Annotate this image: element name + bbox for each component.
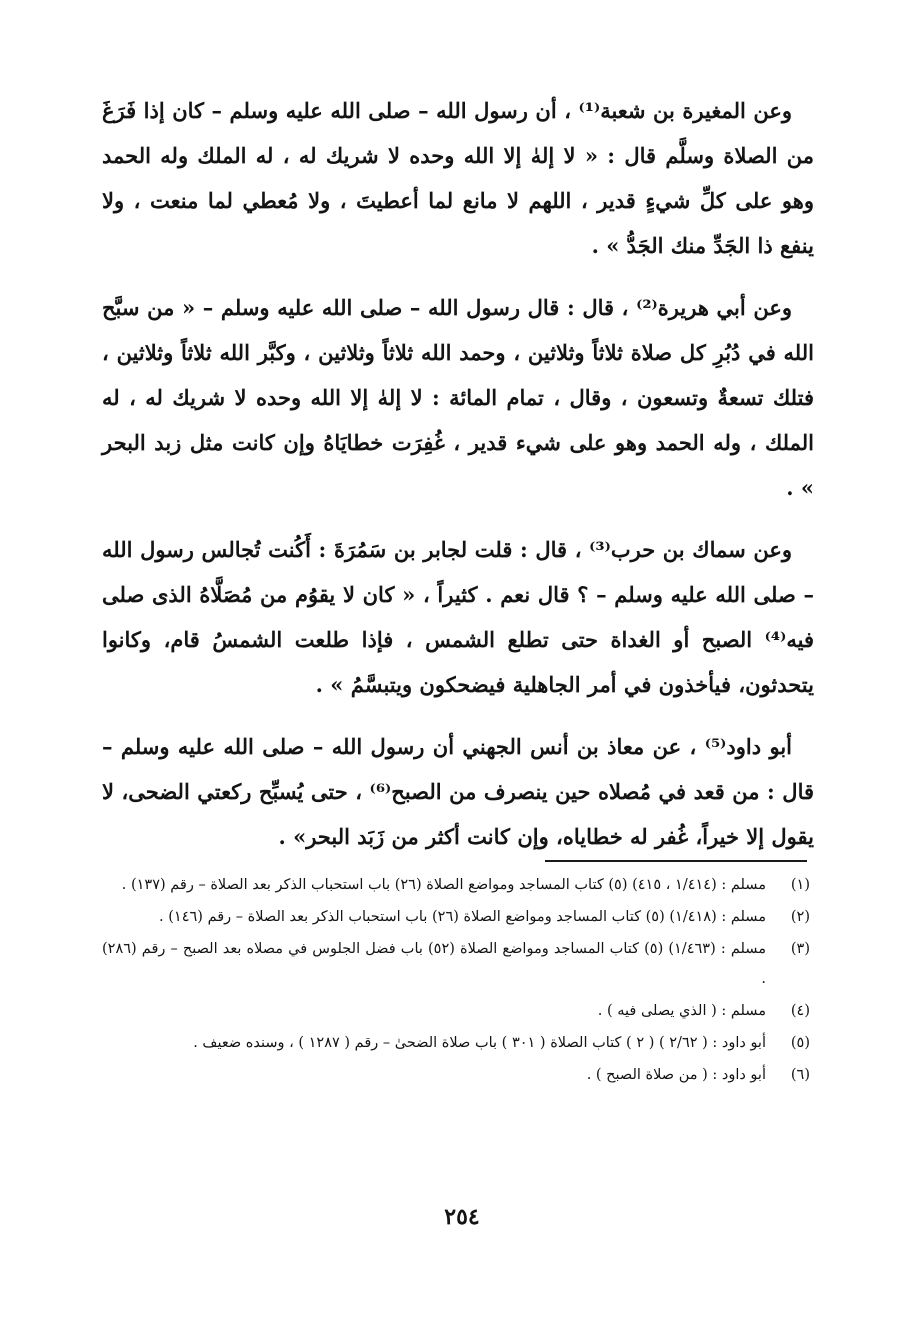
- footnote-text: مسلم : ( الذي يصلى فيه ) .: [597, 1003, 766, 1019]
- footnote-number: (٤): [790, 1003, 810, 1019]
- footnote-2: [102, 902, 810, 932]
- footnote-text: أبو داود : ( ٢/٦٢ ) ( ٢ ) كتاب الصلاة ( ٣٠١ ) باب صلاة الضحىٰ – رقم ( ١٢٨٧ ) ، وسنده ضعيف .: [193, 1035, 766, 1051]
- footnote-5: [102, 1028, 810, 1058]
- footnote-number: (٦): [790, 1067, 810, 1083]
- footnote-number: (٥): [790, 1035, 810, 1051]
- paragraph-4: أبو داود⁽⁵⁾ ، عن معاذ بن أنس الجهني أن رسول الله – صلى الله عليه وسلم – قال : من قعد في مُصلاه حين ينصرف من الصبح⁽⁶⁾ ، حتى يُسبِّح ركعتي الضحى، لا يقول إلا خيراً، غُفر له خطاياه، وإن كانت أكثر من زَبَد البحر» .: [102, 734, 815, 849]
- footnote-4: [102, 996, 810, 1026]
- main-text: [102, 88, 814, 876]
- paragraph-2: وعن أبي هريرة⁽²⁾ ، قال : قال رسول الله – صلى الله عليه وسلم – « من سبَّح الله في دُبُرِ كل صلاة ثلاثاً وثلاثين ، وحمد الله ثلاثاً وثلاثين ، وكبَّر الله ثلاثاً وثلاثين ، فتلك تسعةٌ وتسعون ، وقال ، تمام المائة : لا إلهٰ إلا الله وحده لا شريك له ، له الملك ، وله الحمد وهو على شيء قدير ، غُفِرَت خطايَاهُ وإن كانت مثل زبد البحر » .: [102, 295, 814, 500]
- footnote-number: (١): [790, 877, 810, 893]
- footnote-6: [102, 1060, 810, 1090]
- paragraph-1: وعن المغيرة بن شعبة⁽¹⁾ ، أن رسول الله – صلى الله عليه وسلم – كان إذا فَرَغَ من الصلاة وسلَّم قال : « لا إلهٰ إلا الله وحده لا شريك له ، له الملك وله الحمد وهو على كلِّ شيءٍ قدير ، اللهم لا مانع لما أعطيتَ ، ولا مُعطي لما منعت ، ولا ينفع ذا الجَدِّ منك الجَدُّ » .: [102, 98, 814, 258]
- footnotes: [102, 870, 810, 1092]
- footnote-separator: [545, 860, 807, 862]
- footnote-text: مسلم : (١/٤١٨) (٥) كتاب المساجد ومواضع الصلاة (٢٦) باب استحباب الذكر بعد الصلاة – رقم (١٤٦) .: [159, 909, 766, 925]
- page-number: ٢٥٤: [444, 1204, 480, 1230]
- footnote-3: [102, 934, 810, 994]
- paragraph-3: وعن سماك بن حرب⁽³⁾ ، قال : قلت لجابر بن سَمُرَةَ : أَكُنت تُجالس رسول الله – صلى الله عليه وسلم – ؟ قال نعم . كثيراً ، « كان لا يقوُم من مُصَلَّاهُ الذى صلى فيه⁽⁴⁾ الصبح أو الغداة حتى تطلع الشمس ، فإذا طلعت الشمسُ قام، وكانوا يتحدثون، فيأخذون في أمر الجاهلية فيضحكون ويتبسَّمُ » .: [102, 537, 814, 697]
- footnote-number: (٣): [790, 941, 810, 957]
- footnote-1: [102, 870, 810, 900]
- footnote-text: أبو داود : ( من صلاة الصبح ) .: [586, 1067, 766, 1083]
- footnote-text: مسلم : (١/٤١٤ ، ٤١٥) (٥) كتاب المساجد ومواضع الصلاة (٢٦) باب استحباب الذكر بعد الصلاة – رقم (١٣٧) .: [121, 877, 766, 893]
- footnote-number: (٢): [790, 909, 810, 925]
- footnote-text: مسلم : (١/٤٦٣) (٥) كتاب المساجد ومواضع الصلاة (٥٢) باب فضل الجلوس في مصلاه بعد الصبح – رقم (٢٨٦) .: [102, 941, 766, 987]
